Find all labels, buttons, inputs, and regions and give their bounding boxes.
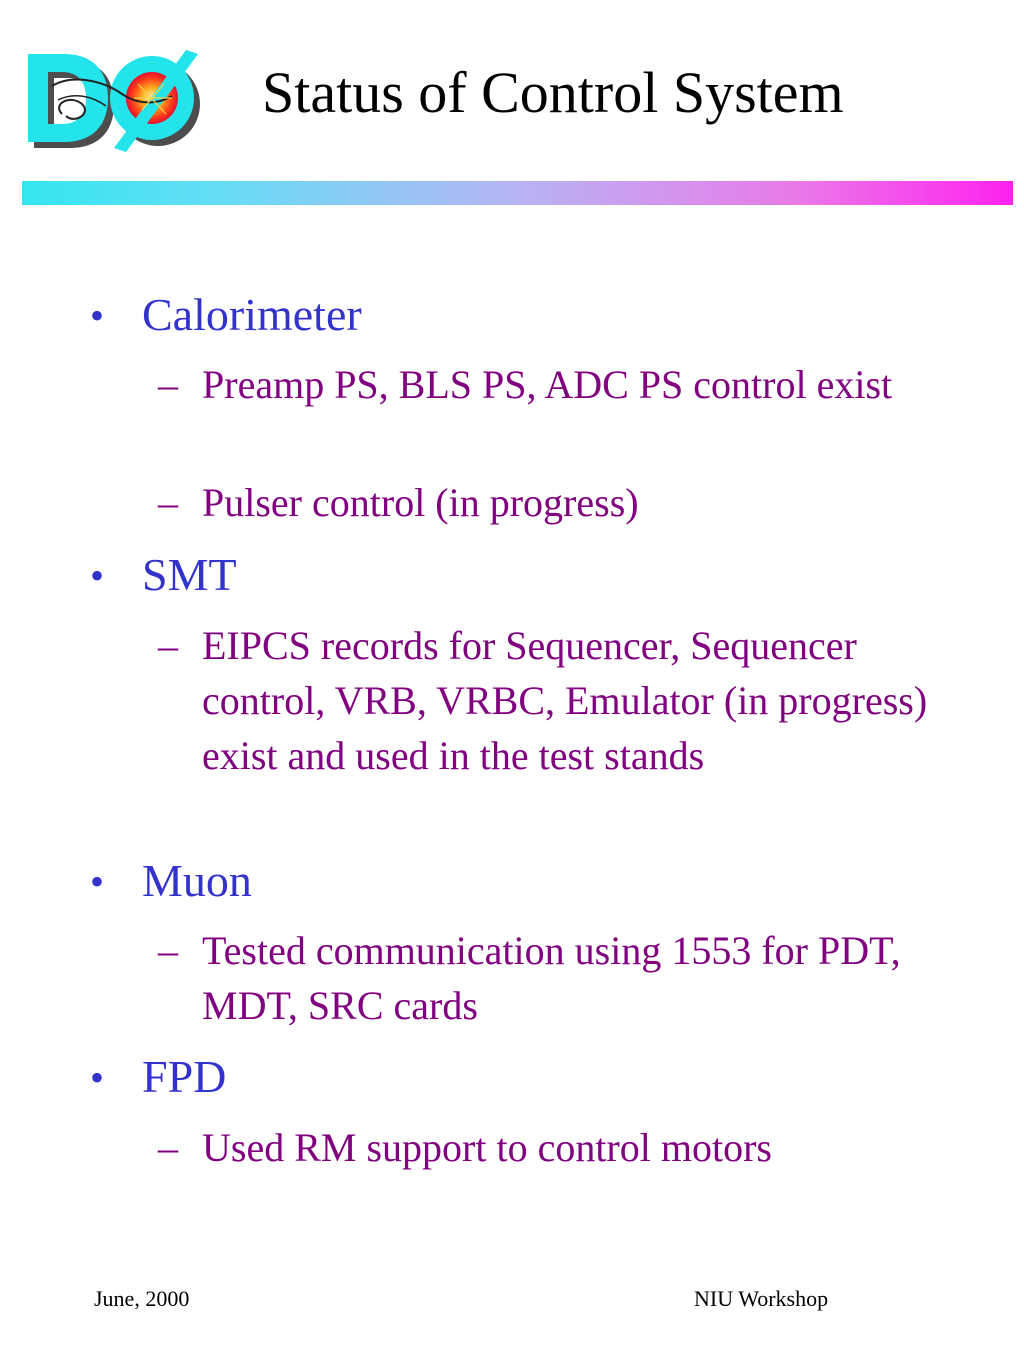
sub-item-text: Preamp PS, BLS PS, ADC PS control exist [202,362,893,407]
sub-item-text: Used RM support to control motors [202,1125,772,1170]
bullet-icon: • [90,859,105,904]
sub-item-text: Tested communication using 1553 for PDT, MDT, SRC cards [202,928,901,1028]
slide-title: Status of Control System [262,60,844,125]
dash-icon: – [158,1125,178,1170]
bullet-label: Muon [142,855,252,906]
bullet-label: SMT [142,549,237,600]
sub-item-text: EIPCS records for Sequencer, Sequencer control, VRB, VRBC, Emulator (in progress) exist and used in the test stands [202,623,928,778]
dash-icon: – [158,480,178,525]
bullet-icon: • [90,293,105,338]
dash-icon: – [158,362,178,407]
footer-date: June, 2000 [94,1286,190,1311]
sub-item-text: Pulser control (in progress) [202,480,639,525]
footer-event: NIU Workshop [694,1286,829,1311]
bullet-label: FPD [142,1051,227,1102]
dash-icon: – [158,623,178,668]
do-experiment-logo [22,44,204,156]
dash-icon: – [158,928,178,973]
bullet-icon: • [90,1055,105,1100]
bullet-icon: • [90,553,105,598]
title-gradient-rule [22,181,1013,205]
bullet-label: Calorimeter [142,289,362,340]
